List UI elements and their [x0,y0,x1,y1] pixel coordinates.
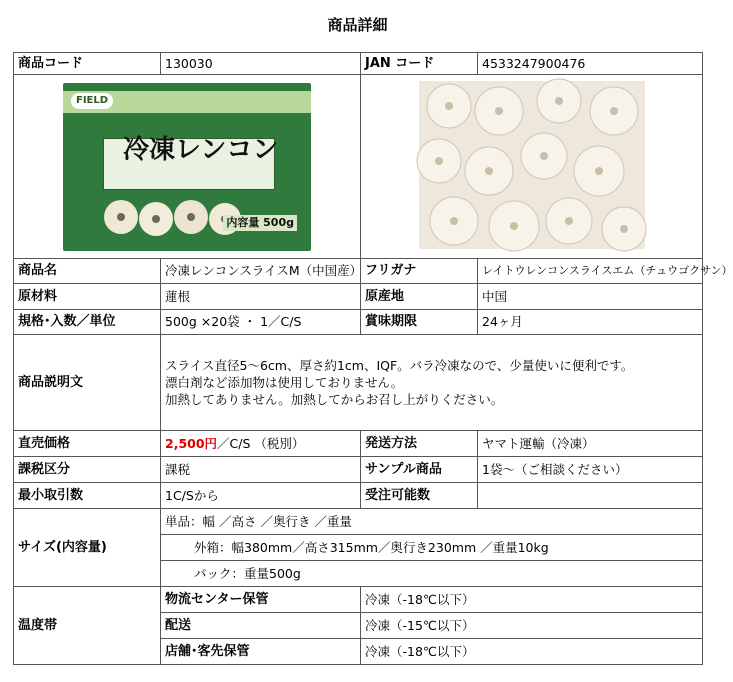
price-value [161,431,361,457]
temp-value: 冷凍（-15℃以下） [361,613,703,639]
material-value: 蓮根 [161,284,361,310]
shipping-value: ヤマト運輸（冷凍） [478,431,703,457]
shelf-life-label: 賞味期限 [361,310,478,335]
brand-logo: FIELD [71,93,113,109]
product-detail-table [13,52,733,665]
row-name [14,259,703,284]
min-order-value: 1C/Sから [161,483,361,509]
sample-value: 1袋～（ご相談ください） [478,457,703,483]
package-weight: 内容量 500g [223,215,297,231]
row-size-1 [14,509,703,535]
row-price [14,431,703,457]
origin-value: 中国 [478,284,703,310]
shipping-label: 発送方法 [361,431,478,457]
jan-label: JAN コード [361,53,478,75]
origin-label: 原産地 [361,284,478,310]
package-image-cell [14,75,361,259]
row-description [14,335,703,431]
price-amount: 2,500円 [165,435,218,451]
row-images [14,75,703,259]
size-line-box: 外箱：幅380mm／高さ315mm／奥行き230mm ／重量10kg [161,535,703,561]
lotus-photo-cell [361,75,703,259]
price-unit: ／C/S （税別） [217,435,305,451]
material-label: 原材料 [14,284,161,310]
spec-value: 500g ×20袋 ・ 1／C/S [161,310,361,335]
description-line: 漂白剤など添加物は使用しておりません。 [165,375,404,390]
furigana-value: レイトウレンコンスライスエム（チュウゴクサン） [478,259,703,284]
size-line-pack: パック：重量500g [161,561,703,587]
description-line: スライス直径5～6cm、厚さ約1cm、IQF。バラ冷凍なので、少量使いに便利です。 [165,358,634,373]
shelf-life-value: 24ヶ月 [478,310,703,335]
lotus-root-photo [419,81,645,249]
code-value: 130030 [161,53,361,75]
name-value: 冷凍レンコンスライスM（中国産） [161,259,361,284]
temperature-label: 温度帯 [14,587,161,665]
temp-place: 配送 [161,613,361,639]
order-capacity-label: 受注可能数 [361,483,478,509]
description-line: 加熱してありません。加熱してからお召し上がりください。 [165,392,504,407]
min-order-label: 最小取引数 [14,483,161,509]
spec-label: 規格･入数／単位 [14,310,161,335]
temp-value: 冷凍（-18℃以下） [361,587,703,613]
temp-place: 店舗･客先保管 [161,639,361,665]
row-temp-1 [14,587,703,613]
temp-value: 冷凍（-18℃以下） [361,639,703,665]
row-tax [14,457,703,483]
package-product-text: 冷凍レンコン [123,134,279,165]
tax-label: 課税区分 [14,457,161,483]
sample-label: サンプル商品 [361,457,478,483]
description-value [161,335,703,431]
furigana-label: フリガナ [361,259,478,284]
temp-place: 物流センター保管 [161,587,361,613]
tax-value: 課税 [161,457,361,483]
package-image [63,83,311,251]
size-line-single: 単品：幅 ／高さ ／奥行き ／重量 [161,509,703,535]
order-capacity-value [478,483,703,509]
price-label: 直売価格 [14,431,161,457]
row-code [14,53,703,75]
description-label: 商品説明文 [14,335,161,431]
name-label: 商品名 [14,259,161,284]
page-title: 商品詳細 [327,16,388,34]
row-spec [14,310,703,335]
size-label: サイズ(内容量) [14,509,161,587]
row-material [14,284,703,310]
code-label: 商品コード [14,53,161,75]
row-min-order [14,483,703,509]
jan-value: 4533247900476 [478,53,703,75]
